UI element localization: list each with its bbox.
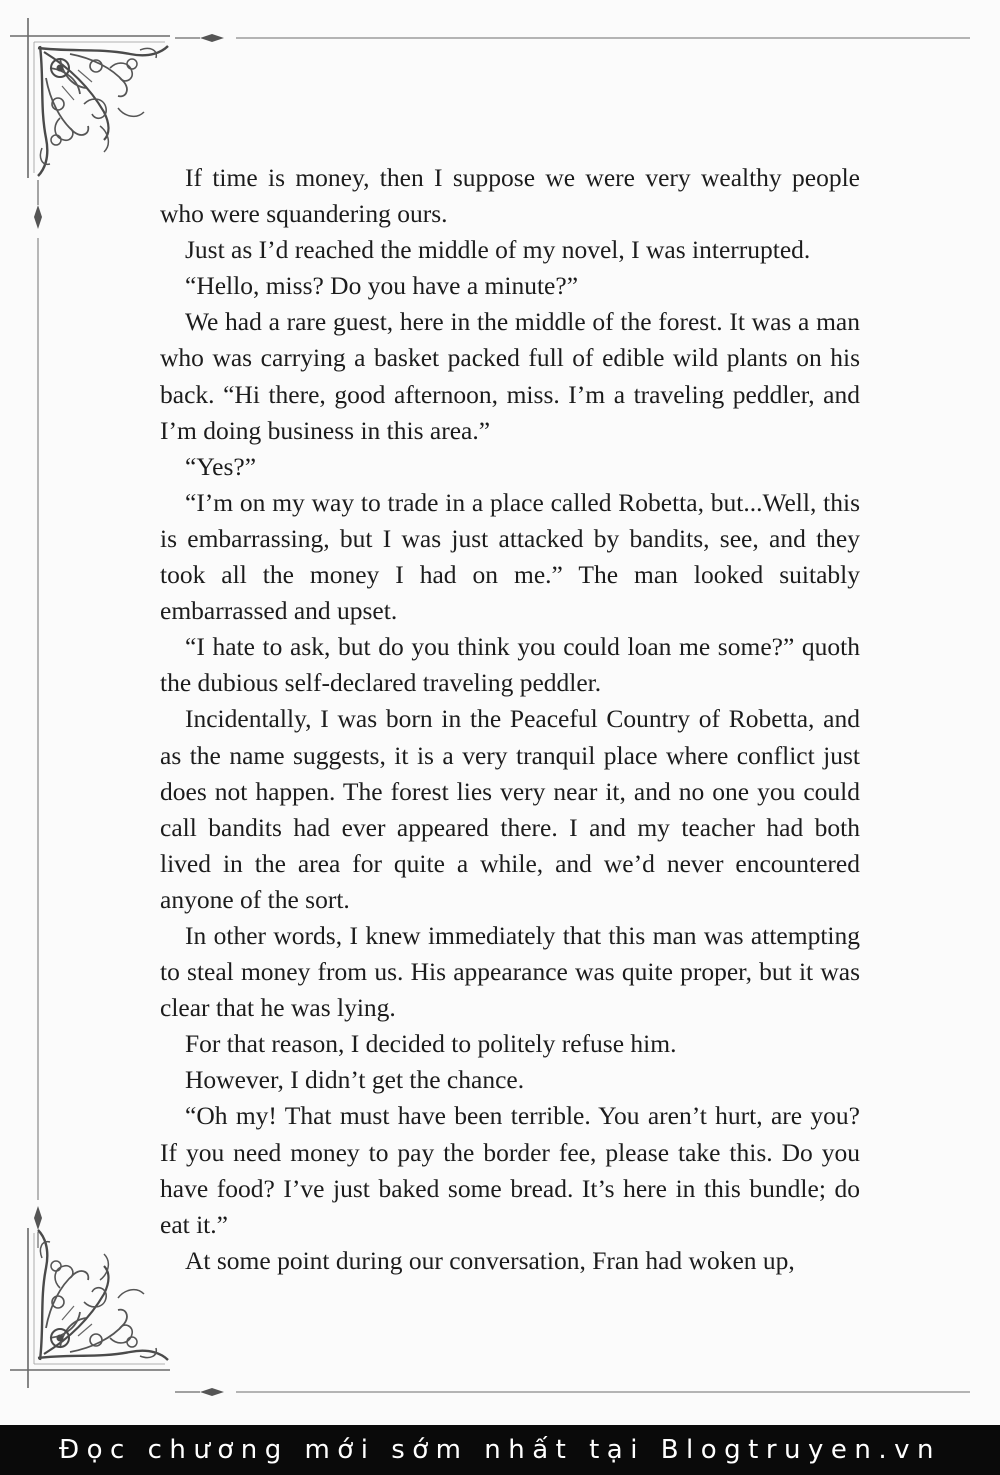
paragraph: Just as I’d reached the middle of my novel, I was interrupted.	[185, 235, 811, 265]
paragraph: However, I didn’t get the chance.	[185, 1065, 525, 1095]
paragraph: “Yes?”	[185, 451, 257, 481]
paragraph: In other words, I knew immediately that this man was attempting to steal money from us. His appearance was quite proper, but it was clear that he was lying.	[160, 920, 860, 1023]
paragraph: Incidentally, I was born in the Peaceful Country of Robetta, and as the name suggests, it is a very tranquil place where conflict just does not happen. The forest lies very near it, and no one you could call bandits had ever appeared there. I and my teacher had both lived in the area for quite a while, and we’d never encountered anyone of the sort.	[160, 704, 860, 914]
body-text	[160, 160, 860, 1279]
paragraph: “I hate to ask, but do you think you could loan me some?” quoth the dubious self-declared traveling peddler.	[160, 632, 860, 698]
paragraph: If time is money, then I suppose we were very wealthy people who were squandering ours.	[160, 163, 860, 229]
paragraph: “Oh my! That must have been terrible. You aren’t hurt, are you? If you need money to pay the border fee, please take this. Do you have food? I’ve just baked some bread. It’s here in this bundle; do eat it.”	[160, 1101, 860, 1239]
paragraph: We had a rare guest, here in the middle of the forest. It was a man who was carrying a basket packed full of edible wild plants on his back. “Hi there, good afternoon, miss. I’m a traveling peddler, and I’m doing business in this area.”	[160, 307, 860, 445]
footer-banner-text: Đọc chương mới sớm nhất tại Blogtruyen.vn	[58, 1435, 942, 1465]
paragraph: “I’m on my way to trade in a place called Robetta, but...Well, this is embarrassing, but I was just attacked by bandits, see, and they took all the money I had on me.” The man looked suitably embarrassed and upset.	[160, 487, 860, 626]
paragraph: For that reason, I decided to politely refuse him.	[185, 1029, 677, 1059]
paragraph: At some point during our conversation, Fran had woken up,	[185, 1245, 795, 1275]
paragraph: “Hello, miss? Do you have a minute?”	[185, 271, 579, 301]
footer-banner	[0, 1425, 1000, 1475]
